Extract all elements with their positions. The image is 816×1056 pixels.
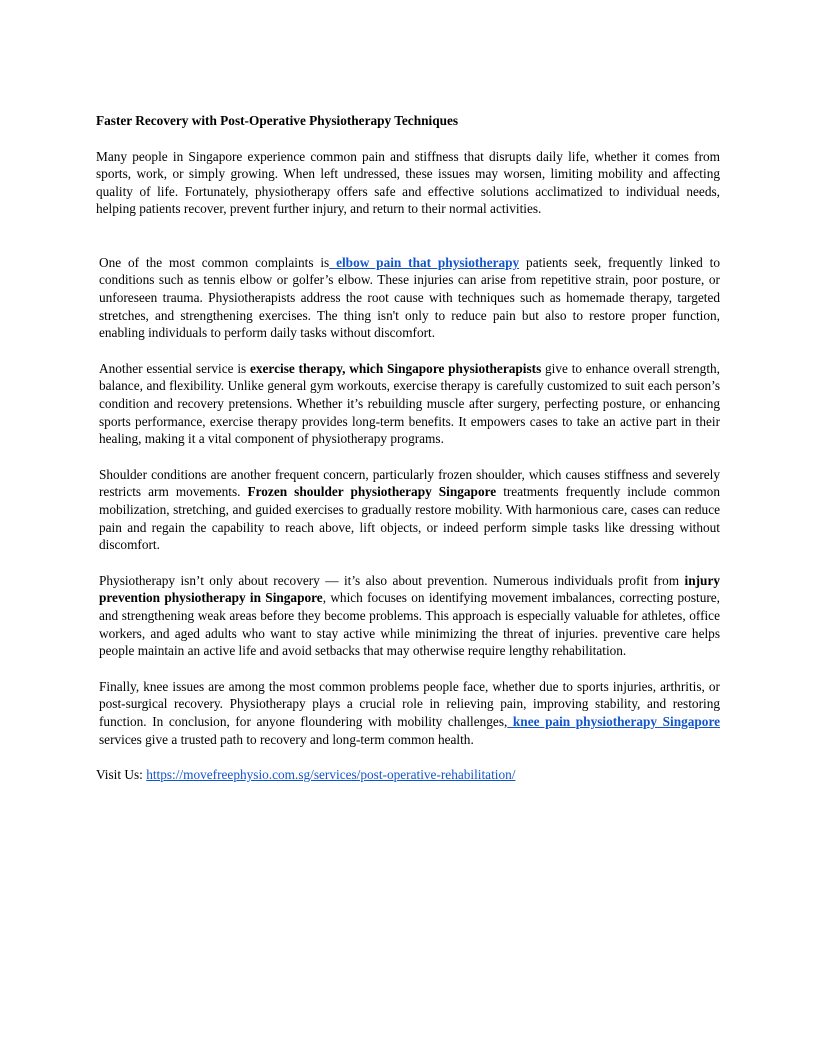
visit-url-link[interactable]: https://movefreephysio.com.sg/services/post-operative-rehabilitation/ xyxy=(146,767,516,783)
prevention-text-before: Physiotherapy isn’t only about recovery — it’s also about prevention. Numerous individuals profit from xyxy=(99,572,685,588)
exercise-bold-text: exercise therapy, which Singapore physiotherapists xyxy=(249,360,542,376)
knee-paragraph xyxy=(96,678,720,748)
shoulder-bold-text: Frozen shoulder physiotherapy Singapore xyxy=(247,484,497,500)
knee-text-after: services give a trusted path to recovery and long-term common health. xyxy=(99,731,474,747)
knee-text-before: Finally, knee issues are among the most common problems people face, whether due to sports injuries, arthritis, or post-surgical recovery. Physiotherapy plays a crucial role in relieving pain, improving stability, and restoring function. In conclusion, for anyone floundering with mobility challenges, xyxy=(99,678,720,729)
prevention-paragraph xyxy=(96,572,720,660)
shoulder-text-after: treatments frequently include common mobilization, stretching, and guided exercises to gradually restore mobility. With harmonious care, cases can reduce pain and regain the capability to reach above, lift objects, or indeed perform simple tasks like dressing without discomfort. xyxy=(99,484,720,553)
visit-label: Visit Us: xyxy=(96,767,147,783)
prevention-bold-text: injury prevention physiotherapy in Singapore xyxy=(99,572,720,606)
elbow-text-after: patients seek, frequently linked to conditions such as tennis elbow or golfer’s elbow. These injuries can arise from repetitive strain, poor posture, or unforeseen trauma. Physiotherapists address the root cause with techniques such as homemade therapy, targeted stretches, and strengthening exercises. The thing isn't only to reduce pain but also to restore proper function, enabling individuals to perform daily tasks without discomfort. xyxy=(99,254,720,341)
document-title: Faster Recovery with Post-Operative Physiotherapy Techniques xyxy=(96,113,459,128)
elbow-text-before: One of the most common complaints is xyxy=(99,254,330,270)
elbow-pain-link[interactable]: elbow pain that physiotherapy xyxy=(329,254,520,270)
document-page xyxy=(96,112,720,784)
shoulder-text-before: Shoulder conditions are another frequent concern, particularly frozen shoulder, which causes stiffness and severely restricts arm movements. xyxy=(99,466,720,500)
exercise-text-after: give to enhance overall strength, balance, and flexibility. Unlike general gym workouts, exercise therapy is carefully customized to suit each person’s condition and recovery pretensions. Whether it’s rebuilding muscle after surgery, perfecting posture, or enhancing sports performance, exercise therapy provides long-term benefits. It empowers cases to take an active part in their healing, making it a vital component of physiotherapy programs. xyxy=(99,360,720,447)
visit-line xyxy=(96,766,720,784)
intro-paragraph: Many people in Singapore experience common pain and stiffness that disrupts daily life, whether it comes from sports, work, or simply growing. When left undressed, these issues may worsen, limiting mobility and affecting quality of life. Fortunately, physiotherapy offers safe and effective solutions acclimatized to individual needs, helping patients recover, prevent further injury, and return to their normal activities. xyxy=(96,148,720,217)
knee-pain-link[interactable]: knee pain physiotherapy Singapore xyxy=(507,713,721,729)
prevention-text-after: , which focuses on identifying movement imbalances, correcting posture, and strengthening weak areas before they become problems. This approach is especially valuable for athletes, office workers, and aged adults who want to stay active while minimizing the threat of injuries. preventive care helps people maintain an active life and avoid setbacks that may otherwise require lengthy rehabilitation. xyxy=(99,590,720,659)
shoulder-paragraph xyxy=(96,466,720,554)
elbow-paragraph xyxy=(96,254,720,342)
exercise-text-before: Another essential service is xyxy=(99,360,250,376)
exercise-paragraph xyxy=(96,360,720,448)
